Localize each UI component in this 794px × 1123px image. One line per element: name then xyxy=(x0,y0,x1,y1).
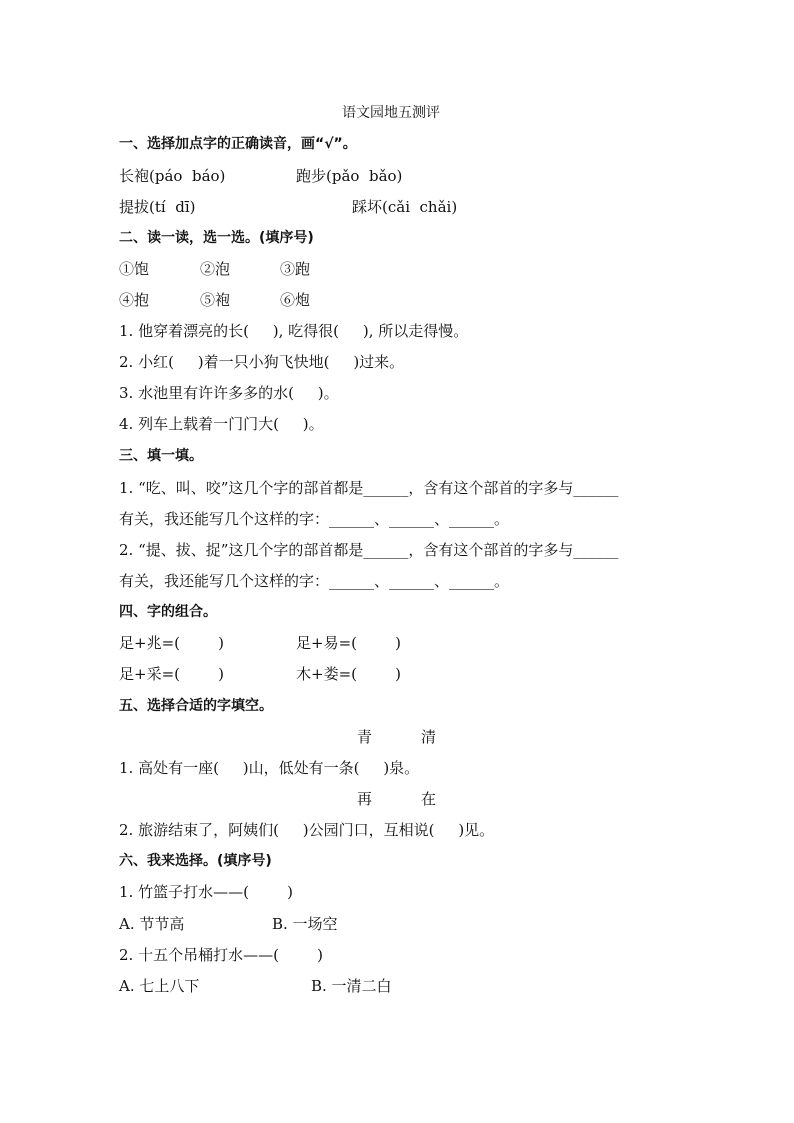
section-2-heading: 二、读一读，选一选。(填序号) xyxy=(119,230,314,246)
s1-item-changpao: 长袍(páo báo) xyxy=(119,167,226,185)
s1-item-paobu: 跑步(pǎo bǎo) xyxy=(296,167,403,185)
s2-option-1: ①饱 xyxy=(119,260,150,278)
s4-combo-zhao: 足+兆=( ) xyxy=(119,634,224,652)
s2-question-4: 4. 列车上载着一门门大( )。 xyxy=(119,415,324,433)
s4-combo-cai: 足+采=( ) xyxy=(119,665,224,683)
s5-question-2: 2. 旅游结束了，阿姨们( )公园门口，互相说( )见。 xyxy=(119,821,495,839)
s2-question-3: 3. 水池里有许许多多的水( )。 xyxy=(119,384,339,402)
s4-combo-yi: 足+易=( ) xyxy=(296,634,401,652)
section-4-heading: 四、字的组合。 xyxy=(119,604,217,620)
s6-question-2: 2. 十五个吊桶打水——( ) xyxy=(119,946,323,964)
s5-choice-qing-1: 青 xyxy=(357,728,373,746)
section-1-heading: 一、选择加点字的正确读音，画“√”。 xyxy=(119,136,357,152)
s2-option-5: ⑤袍 xyxy=(200,291,231,309)
section-3-heading: 三、填一填。 xyxy=(119,448,203,464)
section-5-heading: 五、选择合适的字填空。 xyxy=(119,698,273,714)
s3-question-2-line-1: 2. “提、拔、捉”这几个字的部首都是______，含有这个部首的字多与______ xyxy=(119,541,619,559)
s6-q2-option-a: A. 七上八下 xyxy=(119,977,200,995)
s3-question-1-line-2: 有关，我还能写几个这样的字：______、______、______。 xyxy=(119,510,510,528)
s3-question-1-line-1: 1. “吃、叫、咬”这几个字的部首都是______，含有这个部首的字多与______ xyxy=(119,479,619,497)
s2-question-2: 2. 小红( )着一只小狗飞快地( )过来。 xyxy=(119,353,405,371)
s6-question-1: 1. 竹篮子打水——( ) xyxy=(119,883,293,901)
s6-q2-option-b: B. 一清二白 xyxy=(311,977,392,995)
s3-question-2-line-2: 有关，我还能写几个这样的字：______、______、______。 xyxy=(119,572,510,590)
s1-item-caihuai: 踩坏(cǎi chǎi) xyxy=(352,198,458,216)
s6-q1-option-b: B. 一场空 xyxy=(272,915,338,933)
s2-option-2: ②泡 xyxy=(200,260,231,278)
s6-q1-option-a: A. 节节高 xyxy=(119,915,185,933)
page-title: 语文园地五测评 xyxy=(342,105,440,121)
s5-question-1: 1. 高处有一座( )山，低处有一条( )泉。 xyxy=(119,759,420,777)
s5-choice-qing-2: 清 xyxy=(421,728,437,746)
s2-option-6: ⑥炮 xyxy=(280,291,311,309)
s5-choice-zai-1: 再 xyxy=(357,790,373,808)
s2-option-4: ④抱 xyxy=(119,291,150,309)
section-6-heading: 六、我来选择。(填序号) xyxy=(119,853,272,869)
s2-option-3: ③跑 xyxy=(280,260,311,278)
s5-choice-zai-2: 在 xyxy=(421,790,437,808)
s1-item-tiba: 提拔(tí dī) xyxy=(119,198,196,216)
s2-question-1: 1. 他穿着漂亮的长( ), 吃得很( ), 所以走得慢。 xyxy=(119,322,469,340)
s4-combo-lou: 木+娄=( ) xyxy=(296,665,401,683)
